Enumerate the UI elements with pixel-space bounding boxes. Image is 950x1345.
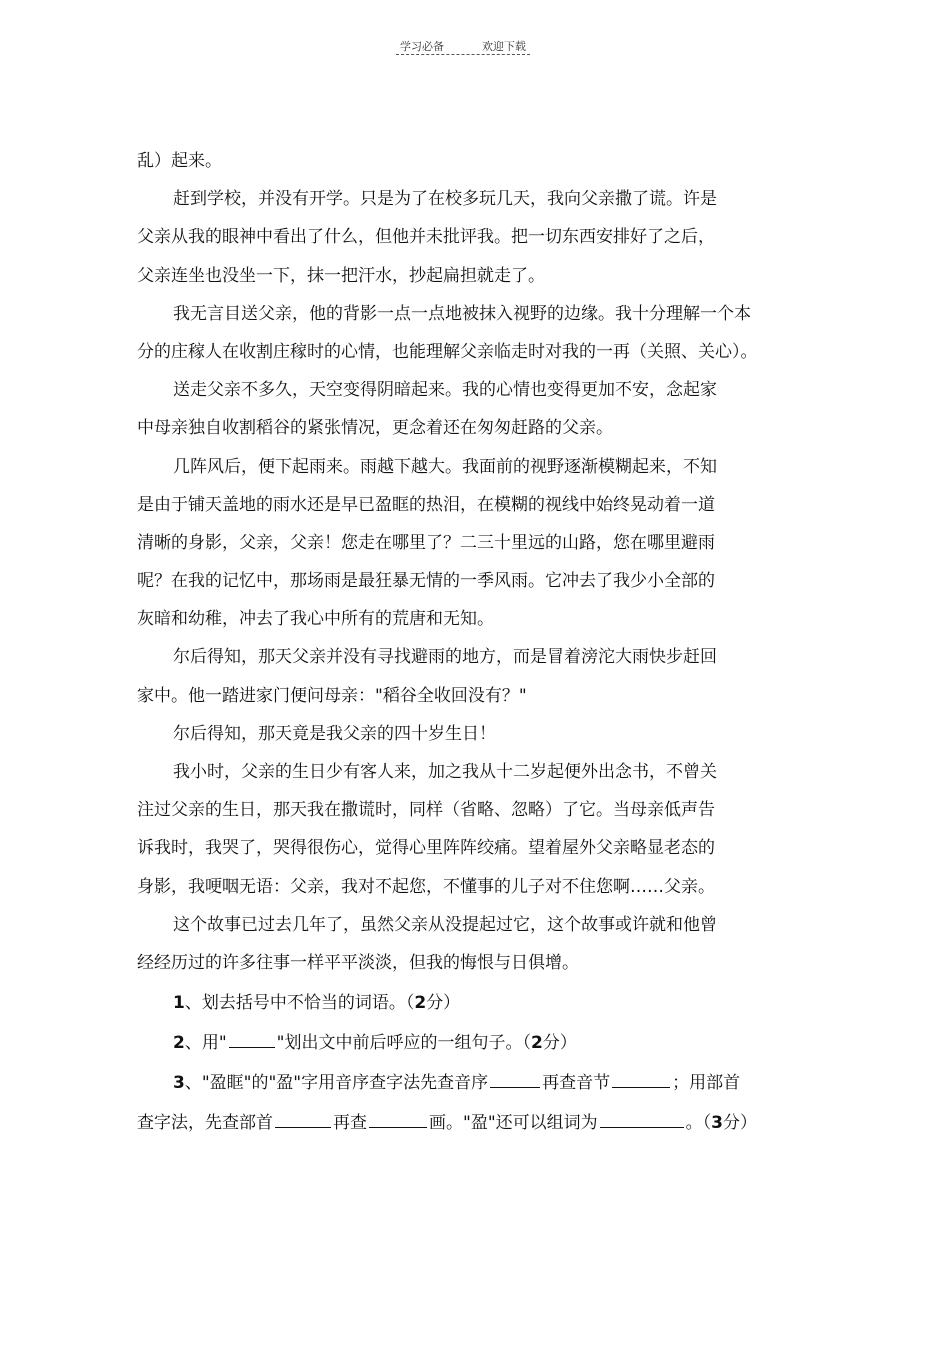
question-1-text: 、划去括号中不恰当的词语。（ <box>184 993 415 1014</box>
question-2-number: 2 <box>173 1033 185 1054</box>
header-left-text: 学习必备 <box>400 40 444 53</box>
passage-content <box>137 145 797 1147</box>
question-2-post: "划出文中前后呼应的一组句子。（ <box>276 1033 531 1054</box>
passage-line: 赶到学校，并没有开学。只是为了在校多玩几天，我向父亲撒了谎。许是 <box>173 189 717 210</box>
passage-line: 父亲连坐也没坐一下，抹一把汗水，抄起扁担就走了。 <box>137 265 545 286</box>
question-1-score: 2 <box>414 993 427 1014</box>
passage-line: 乱）起来。 <box>137 151 222 171</box>
question-3-part4: 查字法，先查部首 <box>137 1113 273 1134</box>
question-3-blank-syllable[interactable] <box>612 1070 670 1088</box>
question-3-tail: 分） <box>722 1113 757 1134</box>
passage-line: 尔后得知，那天父亲并没有寻找避雨的地方，而是冒着滂沱大雨快步赶回 <box>173 647 717 668</box>
passage-line: 父亲从我的眼神中看出了什么，但他并未批评我。把一切东西安排好了之后， <box>137 227 715 248</box>
passage-lines <box>137 145 797 985</box>
question-3-part6: 画。"盈"还可以组词为 <box>429 1113 598 1134</box>
page-header <box>396 38 530 54</box>
passage-line: 清晰的身影，父亲，父亲！您走在哪里了？二三十里远的山路，您在哪里避雨 <box>137 532 715 553</box>
question-3-part1: 、"盈眶"的"盈"字用音序查字法先查音序 <box>184 1073 489 1094</box>
question-1-number: 1 <box>173 993 185 1014</box>
question-3-number: 3 <box>173 1073 185 1094</box>
passage-line: 经经历过的许多往事一样平平淡淡，但我的悔恨与日俱增。 <box>137 952 579 973</box>
passage-line: 我无言目送父亲，他的背影一点一点地被抹入视野的边缘。我十分理解一个本 <box>173 303 751 324</box>
question-3-part3: ；用部首 <box>672 1073 741 1094</box>
passage-line: 我小时，父亲的生日少有客人来，加之我从十二岁起便外出念书，不曾关 <box>173 762 717 782</box>
question-1-tail: 分） <box>426 993 461 1014</box>
question-1 <box>137 987 797 1027</box>
passage-line: 中母亲独自收割稻谷的紧张情况，更念着还在匆匆赶路的父亲。 <box>137 418 613 439</box>
passage-line: 诉我时，我哭了，哭得很伤心，觉得心里阵阵绞痛。望着屋外父亲略显老态的 <box>137 838 715 859</box>
question-2 <box>137 1027 797 1067</box>
passage-line: 灰暗和幼稚，冲去了我心中所有的荒唐和无知。 <box>137 609 494 630</box>
passage-line: 呢？在我的记忆中，那场雨是最狂暴无情的一季风雨。它冲去了我少小全部的 <box>137 571 715 592</box>
passage-line: 送走父亲不多久，天空变得阴暗起来。我的心情也变得更加不安，念起家 <box>173 380 717 401</box>
question-2-blank[interactable] <box>229 1030 275 1048</box>
question-3-blank-word[interactable] <box>600 1110 684 1128</box>
question-2-pre: 、用" <box>184 1033 227 1054</box>
question-3-blank-radical[interactable] <box>275 1110 331 1128</box>
passage-line: 身影，我哽咽无语：父亲，我对不起您，不懂事的儿子对不住您啊……父亲。 <box>137 876 715 897</box>
question-3-part7: 。（ <box>685 1113 712 1134</box>
question-2-score: 2 <box>531 1033 543 1054</box>
question-3-blank-strokes[interactable] <box>369 1110 427 1128</box>
question-3-score: 3 <box>711 1113 723 1134</box>
question-2-tail: 分） <box>542 1033 577 1054</box>
passage-line: 注过父亲的生日，那天我在撒谎时，同样（省略、忽略）了它。当母亲低声告 <box>137 800 715 821</box>
question-3-part2: 再查音节 <box>542 1073 611 1094</box>
passage-line: 这个故事已过去几年了，虽然父亲从没提起过它，这个故事或许就和他曾 <box>173 914 717 935</box>
question-3-line-2 <box>137 1107 797 1147</box>
passage-line: 几阵风后，便下起雨来。雨越下越大。我面前的视野逐渐模糊起来，不知 <box>173 456 717 477</box>
header-right-text: 欢迎下载 <box>482 40 526 53</box>
question-3-blank-letter[interactable] <box>490 1070 540 1088</box>
question-3-line-1 <box>137 1067 797 1107</box>
passage-line: 家中。他一踏进家门便问母亲："稻谷全收回没有？" <box>137 685 527 706</box>
passage-line: 分的庄稼人在收割庄稼时的心情，也能理解父亲临走时对我的一再（关照、关心）。 <box>137 341 758 362</box>
question-3-part5: 再查 <box>333 1113 367 1134</box>
passage-line: 尔后得知，那天竟是我父亲的四十岁生日！ <box>173 723 496 744</box>
passage-line: 是由于铺天盖地的雨水还是早已盈眶的热泪，在模糊的视线中始终晃动着一道 <box>137 494 715 515</box>
header-rule <box>396 54 530 55</box>
